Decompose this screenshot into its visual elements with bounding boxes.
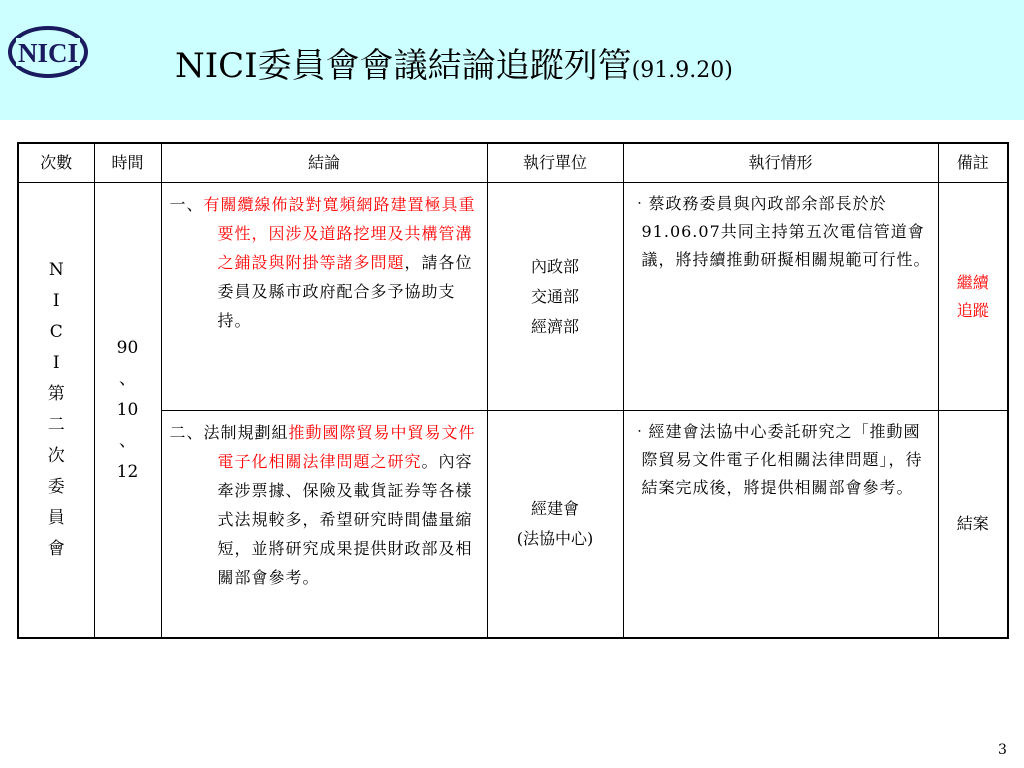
title-text: NICI委員會會議結論追蹤列管: [175, 46, 632, 86]
conclusion-highlight: 有關纜線佈設對寬頻網路建置極具重要性，因涉及道路挖埋及共構管溝之鋪設與附掛等諸多問題: [203, 195, 476, 272]
nici-logo: [6, 22, 90, 82]
status-text: ‧蔡政務委員與內政部余部長於於91.06.07共同主持第五次電信管道會議，將持續推動研擬相關規範可行性。: [631, 194, 931, 269]
period-vertical-text: 90 、 10 、 12: [116, 337, 139, 482]
unit-cell: 內政部 交通部 經濟部: [487, 183, 623, 411]
header-row: [18, 143, 1008, 183]
page-number: 3: [998, 742, 1007, 758]
table-row: [18, 411, 1008, 639]
period-cell: [94, 183, 161, 639]
col-header-period: 時間: [94, 143, 161, 183]
col-header-unit: 執行單位: [487, 143, 623, 183]
unit-cell: 經建會 (法協中心): [487, 411, 623, 639]
remark-cell: 繼續 追蹤: [938, 183, 1008, 411]
conclusion-highlight: 推動國際貿易中貿易文件電子化相關法律問題之研究: [217, 423, 476, 471]
title-date: (91.9.20): [631, 58, 733, 83]
col-header-remark: 備註: [938, 143, 1008, 183]
col-header-status: 執行情形: [623, 143, 938, 183]
col-header-times: 次數: [18, 143, 94, 183]
conclusion-text: 二、法制規劃組推動國際貿易中貿易文件電子化相關法律問題之研究。內容牽涉票據、保險及載貨証券等各樣式法規較多，希望研究時間儘量縮短，並將研究成果提供財政部及相關部會參考。: [169, 423, 476, 587]
status-cell: [623, 411, 938, 639]
conclusion-text: 一、有關纜線佈設對寬頻網路建置極具重要性，因涉及道路挖埋及共構管溝之鋪設與附掛等諸多問題，請各位委員及縣市政府配合多予協助支持。: [169, 195, 476, 330]
table-row: [18, 183, 1008, 411]
session-cell: [18, 183, 94, 639]
col-header-conclusion: 結論: [161, 143, 487, 183]
conclusion-cell: [161, 411, 487, 639]
status-text: ‧經建會法協中心委託研究之「推動國際貿易文件電子化相關法律問題」，待結案完成後，將提供相關部會參考。: [631, 422, 923, 497]
conclusion-cell: [161, 183, 487, 411]
status-cell: [623, 183, 938, 411]
tracking-table: [17, 142, 1009, 639]
page-title: [175, 44, 733, 93]
slide-header: [0, 0, 1024, 120]
remark-cell: 結案: [938, 411, 1008, 639]
session-vertical-text: N I C I 第 二 次 委 員 會: [47, 260, 65, 559]
logo-text: NICI: [17, 38, 79, 68]
